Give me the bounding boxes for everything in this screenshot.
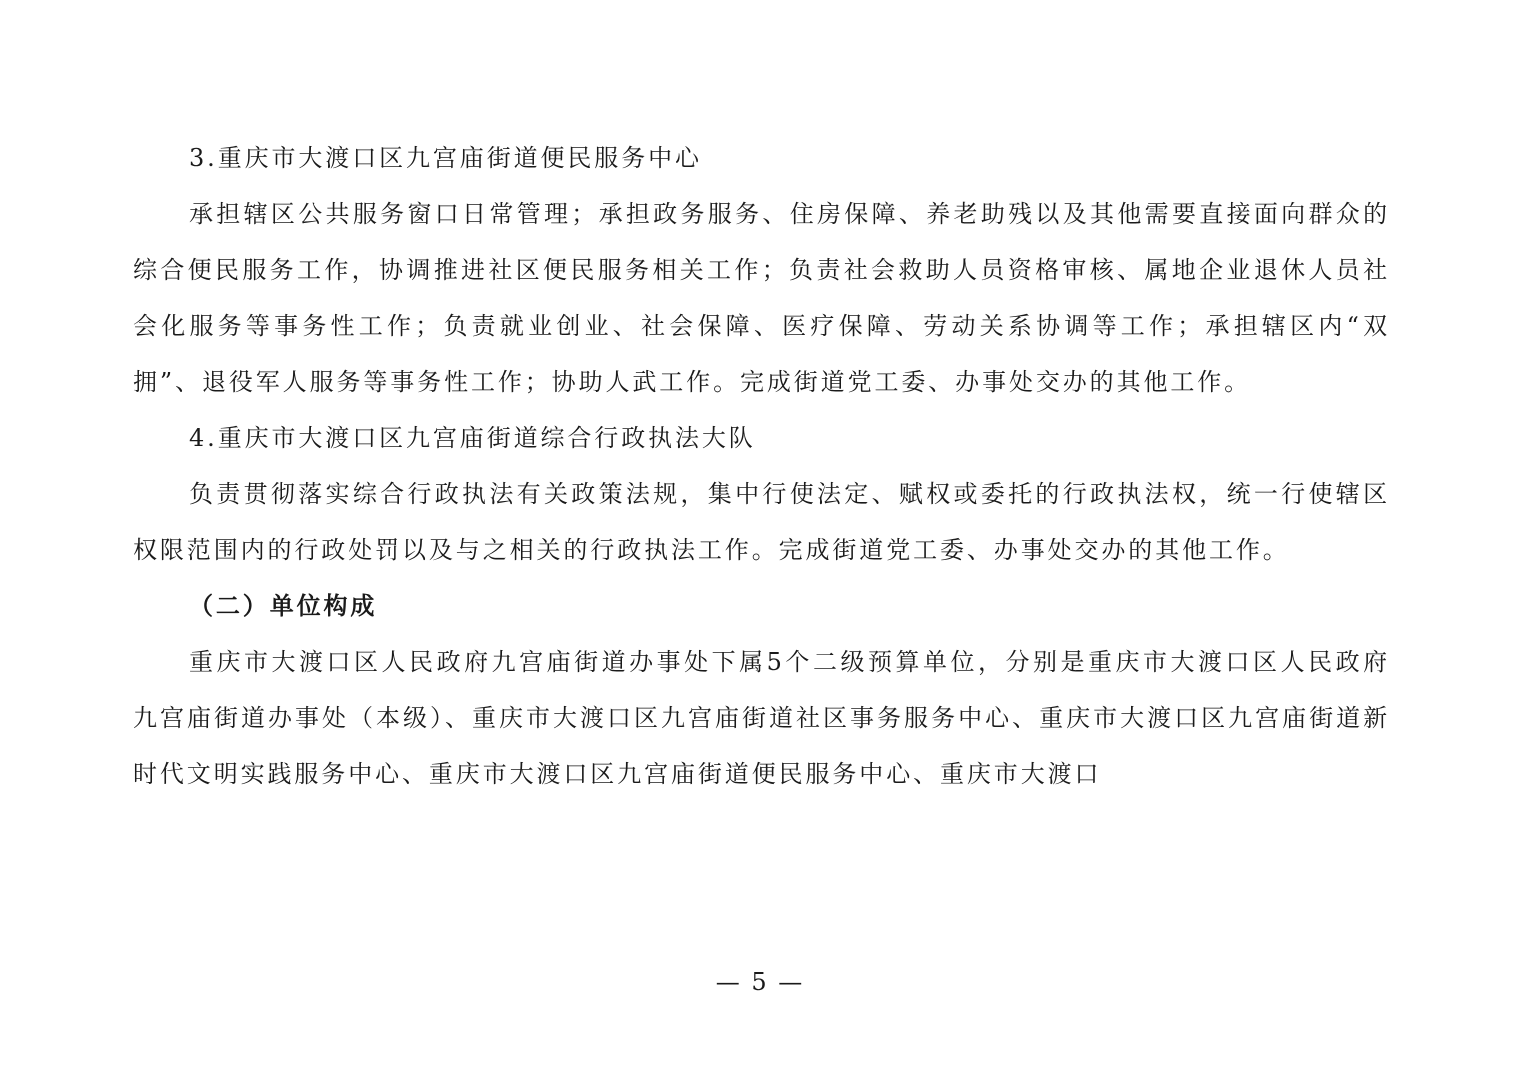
section-body-4: 负责贯彻落实综合行政执法有关政策法规，集中行使法定、赋权或委托的行政执法权，统一行使辖区权限范围内的行政处罚以及与之相关的行政执法工作。完成街道党工委、办事处交办的其他工作。 [133,480,1390,564]
subsection-heading-unit-composition: （二）单位构成 [189,591,378,620]
section-heading-3: 3.重庆市大渡口区九宫庙街道便民服务中心 [189,144,702,172]
page-number: — 5 — [715,968,805,996]
section-heading-4: 4.重庆市大渡口区九宫庙街道综合行政执法大队 [189,424,756,452]
section-body-3: 承担辖区公共服务窗口日常管理；承担政务服务、住房保障、养老助残以及其他需要直接面向群众的综合便民服务工作，协调推进社区便民服务相关工作；负责社会救助人员资格审核、属地企业退休人员社会化服务等事务性工作；负责就业创业、社会保障、医疗保障、劳动关系协调等工作；承担辖区内“双拥”、退役军人服务等事务性工作；协助人武工作。完成街道党工委、办事处交办的其他工作。 [133,200,1390,396]
subsection-body-unit-composition: 重庆市大渡口区人民政府九宫庙街道办事处下属5个二级预算单位，分别是重庆市大渡口区人民政府九宫庙街道办事处（本级）、重庆市大渡口区九宫庙街道社区事务服务中心、重庆市大渡口区九宫庙街道新时代文明实践服务中心、重庆市大渡口区九宫庙街道便民服务中心、重庆市大渡口 [133,648,1390,788]
document-body [133,130,1390,802]
